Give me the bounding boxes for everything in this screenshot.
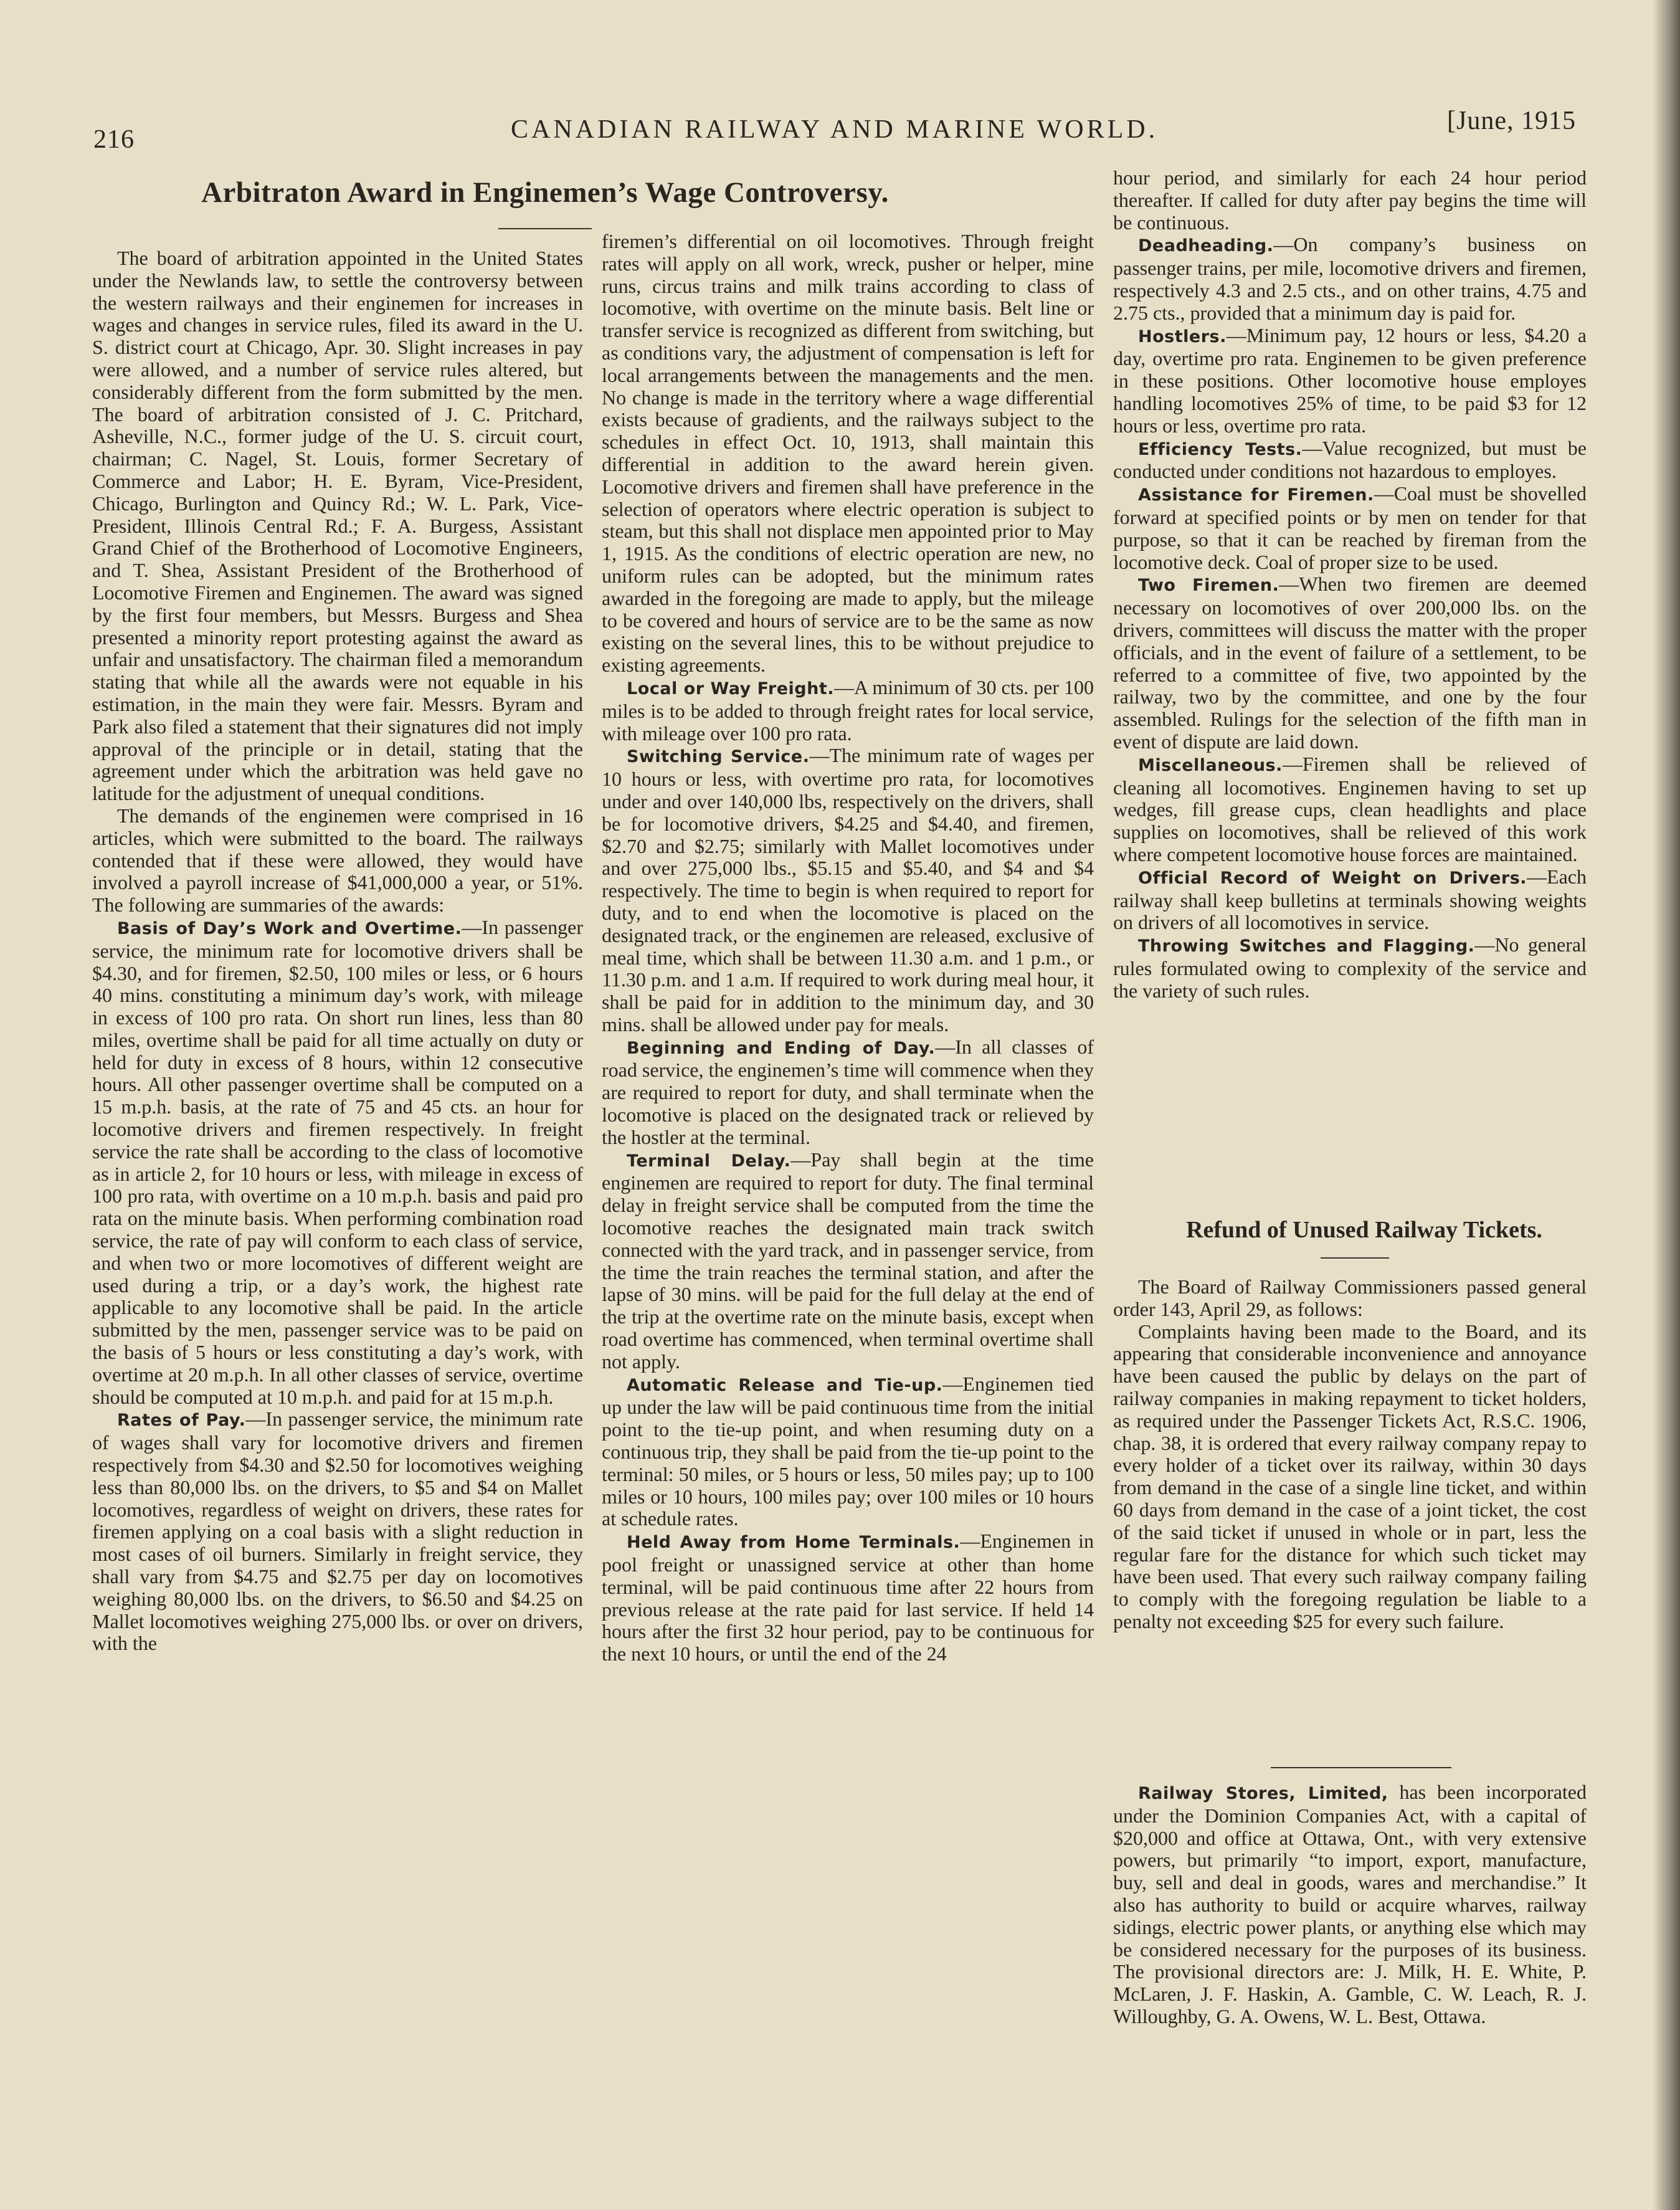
section-heading: Official Record of Weight on Drivers.: [1138, 868, 1527, 888]
section-heading: Basis of Day’s Work and Overtime.: [117, 918, 462, 938]
section-body: —Value recognized, but must be conducted under conditions not hazardous to employes.: [1113, 436, 1587, 483]
section-terminal-delay: [602, 1149, 1094, 1373]
section-heading: Rates of Pay.: [117, 1411, 246, 1431]
railway-stores-notice: [1113, 1781, 1587, 2028]
section-body: —Minimum pay, 12 hours or less, $4.20 a day, overtime pro rata. Enginemen to be given preference in these positions. Other locomotive house employes handling locomotives 25% of time, to be paid $3 for 12 hours or less, overtime pro rata.: [1113, 323, 1587, 437]
issue-date: [June, 1915: [1447, 107, 1576, 135]
section-basis-of-days-work: [92, 917, 583, 1409]
section-hostlers: [1113, 325, 1587, 437]
section-body: —Enginemen in pool freight or unassigned service at other than home terminal, will be paid continuous time after 22 hours from previous release at the rate paid for last service. If held 14 hours after the first 32 hour period, pay to be continuous for the next 10 hours, or until the end of the 24: [602, 1530, 1094, 1665]
section-switching-service: [602, 745, 1094, 1036]
refund-article-title: Refund of Unused Railway Tickets.: [1186, 1217, 1542, 1243]
section-heading: Assistance for Firemen.: [1138, 485, 1374, 505]
page-edge-shadow: [1653, 0, 1680, 2210]
section-heading: Switching Service.: [627, 747, 810, 767]
section-heading: Beginning and Ending of Day.: [627, 1038, 936, 1058]
page-number: 216: [93, 125, 135, 154]
title-rule: [498, 228, 592, 229]
section-body: —Pay shall begin at the time enginemen are required to report for duty. The final terminal delay in freight service shall be computed from the time the locomotive reaches the designated main track switch connected with the yard track, and in passenger service, from the time the train reaches the terminal station, and after the lapse of 30 mins. will be paid for the full delay at the end of the trip at the overtime rate on the minute basis, except when road overtime has commenced, when terminal overtime shall not apply.: [602, 1148, 1094, 1373]
section-heading: Automatic Release and Tie-up.: [627, 1375, 943, 1395]
section-local-freight: [602, 677, 1094, 745]
section-two-firemen: [1113, 573, 1587, 753]
refund-intro: The Board of Railway Commissioners passed general order 143, April 29, as follows:: [1113, 1275, 1587, 1320]
railway-stores-paragraph: [1113, 1781, 1587, 2028]
section-body: —In passenger service, the minimum rate of wages shall vary for locomotive drivers and firemen respectively from $4.30 and $2.50 for locomotives weighing less than 80,000 lbs. on the drivers, to $5 and $4 on Mallet locomotives, regardless of weight on drivers, these rates for firemen applying on a coal basis with a slight reduction in most cases of oil burners. Similarly in freight service, they shall vary from $4.75 and $2.75 per day on locomotives weighing 80,000 lbs. on the drivers, to $6.50 and $4.25 on Mallet locomotives weighing 275,000 lbs. or over on drivers, with the: [92, 1407, 584, 1655]
section-heading: Throwing Switches and Flagging.: [1138, 936, 1475, 956]
article-title: Arbitraton Award in Enginemen’s Wage Controversy.: [201, 176, 889, 209]
intro-paragraph-1: The board of arbitration appointed in the United States under the Newlands law, to settle the controversy between the western railways and their enginemen for increases in wages and changes in service rules, filed its award in the U. S. district court at Chicago, Apr. 30. Slight increases in pay were allowed, and a number of service rules altered, but considerably different from the form submitted by the men. The board of arbitration consisted of J. C. Pritchard, Asheville, N.C., former judge of the U. S. circuit court, chairman; C. Nagel, St. Louis, former Secretary of Commerce and Labor; H. E. Byram, Vice-President, Chicago, Burlington and Quincy Rd.; W. L. Park, Vice-President, Illinois Central Rd.; F. A. Burgess, Assistant Grand Chief of the Brotherhood of Locomotive Engineers, and T. Shea, Assistant President of the Brotherhood of Locomotive Firemen and Enginemen. The award was signed by the first four members, but Messrs. Burgess and Shea presented a minority report protesting against the award as unfair and unsatisfactory. The chairman filed a memorandum stating that while all the awards were not equable in his estimation, in the main they were fair. Messrs. Byram and Park also filed a statement that their signatures did not imply approval of the principle or in detail, stating that the agreement under which the arbitration was held gave no latitude for the adjustment of unequal conditions.: [92, 247, 583, 805]
column-2-lead-paragraph: firemen’s differential on oil locomotives. Through freight rates will apply on all work, wreck, pusher or helper, mine runs, circus trains and milk trains according to class of locomotive, with overtime on the minute basis. Belt line or transfer service is recognized as different from switching, but as conditions vary, the adjustment of compensation is left for local arrangements between the managements and the men. No change is made in the territory where a wage differential exists because of gradients, and the railways subject to the schedules in effect Oct. 10, 1913, shall maintain this differential in addition to the award herein given. Locomotive drivers and firemen shall have preference in the selection of operators where electric operation is subject to steam, but this shall not displace men appointed prior to May 1, 1915. As the conditions of electric operation are new, no uniform rules can be adopted, but the minimum rates awarded in the foregoing are made to apply, but the mileage to be covered and hours of service are to be the same as now existing on the several lines, this to be without prejudice to existing agreements.: [602, 230, 1094, 677]
section-body: —When two firemen are deemed necessary on locomotives of over 200,000 lbs. on the drivers, committees will discuss the matter with the proper officials, and in the event of failure of a settlement, to be referred to a committee of five, two appointed by the railway, two by the committee, and one by the four assembled. Rulings for the selection of the fifth man in event of dispute are laid down.: [1113, 573, 1587, 753]
section-automatic-release: [602, 1373, 1094, 1531]
section-body: —Firemen shall be relieved of cleaning all locomotives. Enginemen having to set up wedges, fill grease cups, clean headlights and place supplies on locomotives, shall be relieved of this work where competent locomotive house forces are maintained.: [1113, 752, 1587, 865]
section-heading: Miscellaneous.: [1138, 755, 1283, 775]
section-body: —On company’s business on passenger trains, per mile, locomotive drivers and firemen, respectively 4.3 and 2.5 cts., and on other trains, 4.75 and 2.75 cts., provided that a minimum day is paid for.: [1113, 233, 1587, 324]
section-rates-of-pay: [92, 1408, 583, 1655]
section-body: —Coal must be shovelled forward at specified points or by men on tender for that purpose, so that it can be reached by fireman from the locomotive deck. Coal of proper size to be used.: [1113, 482, 1587, 573]
column-2: [602, 231, 1094, 1665]
section-efficiency-tests: [1113, 437, 1587, 483]
railway-stores-heading: Railway Stores, Limited,: [1138, 1784, 1388, 1803]
section-heading: Terminal Delay.: [627, 1151, 791, 1171]
section-heading: Deadheading.: [1138, 236, 1274, 256]
section-heading: Two Firemen.: [1138, 576, 1279, 596]
section-body: —In passenger service, the minimum rate for locomotive drivers shall be $4.30, and for firemen, $2.50, 100 miles or less, or 6 hours 40 mins. constituting a minimum day’s work, with mileage in excess of 100 pro rata. On short run lines, less than 80 miles, overtime shall be paid for all time actually on duty or held for duty in excess of 8 hours, within 12 consecutive hours. All other passenger overtime shall be computed on a 15 m.p.h. basis, at the rate of 75 and 45 cts. an hour for locomotive drivers and firemen respectively. In freight service the rate shall be according to the class of locomotive as in article 2, for 10 hours or less, with mileage in excess of 100 pro rata, with overtime on a 10 m.p.h. basis and paid pro rata on the minute basis. When performing combination road service, the rate of pay will conform to each class of service, and when two or more locomotives of different weight are used during a trip, or a day’s work, the highest rate applicable to any locomotive shall be paid. In the article submitted by the men, passenger service was to be paid on the basis of 5 hours or less constituting a day’s work, with overtime at 20 m.p.h. In all other classes of service, overtime should be computed at 10 m.p.h. and paid for at 15 m.p.h.: [92, 915, 583, 1408]
intro-paragraph-2: The demands of the enginemen were comprised in 16 articles, which were submitted to the board. The railways contended that if these were allowed, they would have involved a payroll increase of $41,000,000 a year, or 51%. The following are summaries of the awards:: [92, 804, 583, 917]
section-body: —A minimum of 30 cts. per 100 miles is to be added to through freight rates for local service, with mileage over 100 pro rata.: [602, 675, 1094, 745]
section-heading: Held Away from Home Terminals.: [627, 1533, 961, 1553]
column-1: [92, 247, 583, 1655]
column-3-lead-paragraph: hour period, and similarly for each 24 hour period thereafter. If called for duty after pay begins the time will be continuous.: [1113, 166, 1587, 234]
section-miscellaneous: [1113, 753, 1587, 866]
railway-stores-body: has been incorporated under the Dominion Companies Act, with a capital of $20,000 and office at Ottawa, Ont., with very extensive powers, but primarily “to import, export, manufacture, buy, sell and deal in goods, wares and merchandise.” It also has authority to build or acquire wharves, railway sidings, electric power plants, or anything else which may be considered necessary for the purposes of its business. The provisional directors are: J. Milk, H. E. White, P. McLaren, J. F. Haskin, A. Gamble, C. W. Leach, R. J. Willoughby, G. A. Owens, W. L. Best, Ottawa.: [1113, 1781, 1587, 2027]
refund-end-rule: [1271, 1767, 1451, 1768]
section-body: —In all classes of road service, the enginemen’s time will commence when they are required to report for duty, and shall terminate when the locomotive is placed on the designated track or relieved by the hostler at the terminal.: [602, 1035, 1094, 1148]
section-heading: Efficiency Tests.: [1138, 439, 1303, 459]
section-body: —Each railway shall keep bulletins at terminals showing weights on drivers of all locomotives in service.: [1113, 865, 1587, 934]
section-throwing-switches: [1113, 934, 1587, 1002]
refund-title-rule: [1321, 1257, 1389, 1259]
section-assistance-firemen: [1113, 483, 1587, 573]
page-header: [93, 106, 1576, 156]
section-body: —Enginemen tied up under the law will be paid continuous time from the initial point to the tie-up point, and when resuming duty on a continuous trip, they shall be paid from the tie-up point to the terminal: 50 miles, or 5 hours or less, 50 miles pay; up to 100 miles or 10 hours, 100 miles pay; over 100 miles or 10 hours at schedule rates.: [602, 1372, 1094, 1530]
section-deadheading: [1113, 234, 1587, 324]
section-body: —No general rules formulated owing to complexity of the service and the variety of such rules.: [1113, 933, 1587, 1002]
section-heading: Local or Way Freight.: [627, 679, 834, 698]
section-held-away: [602, 1530, 1094, 1665]
refund-article-body: [1113, 1276, 1587, 1633]
section-body: —The minimum rate of wages per 10 hours or less, with overtime pro rata, for locomotives under and over 140,000 lbs, respectively on the drivers, shall be for locomotive drivers, $4.25 and $4.40, and firemen, $2.70 and $2.75; similarly with Mallet locomotives under and over 275,000 lbs., $5.15 and $5.40, and $4 and $4 respectively. The time to begin is when required to report for duty, and to end when the locomotive is placed on the designated track, or the enginemen are released, exclusive of meal time, which shall be between 11.30 a.m. and 1 p.m., or 11.30 p.m. and 1 a.m. If required to work during meal hour, it shall be paid for in addition to the minimum day, and 30 mins. shall be allowed under pay for meals.: [602, 744, 1094, 1036]
section-official-record: [1113, 866, 1587, 934]
column-3-article-continued: [1113, 167, 1587, 1002]
section-beginning-ending-day: [602, 1036, 1094, 1149]
publication-title: CANADIAN RAILWAY AND MARINE WORLD.: [511, 115, 1159, 144]
section-heading: Hostlers.: [1138, 326, 1227, 346]
refund-order-text: Complaints having been made to the Board, and its appearing that considerable inconvenience and annoyance have been caused the public by delays on the part of railway companies in making repayment to ticket holders, as required under the Passenger Tickets Act, R.S.C. 1906, chap. 38, it is ordered that every railway company repay to every holder of a ticket over its railway, within 30 days from demand in the case of a single line ticket, and within 60 days from demand in the case of a joint ticket, the cost of the said ticket if unused in whole or in part, less the regular fare for the distance for which such ticket may have been used. That every such railway company failing to comply with the foregoing regulation be liable to a penalty not exceeding $25 for every such failure.: [1113, 1320, 1587, 1632]
